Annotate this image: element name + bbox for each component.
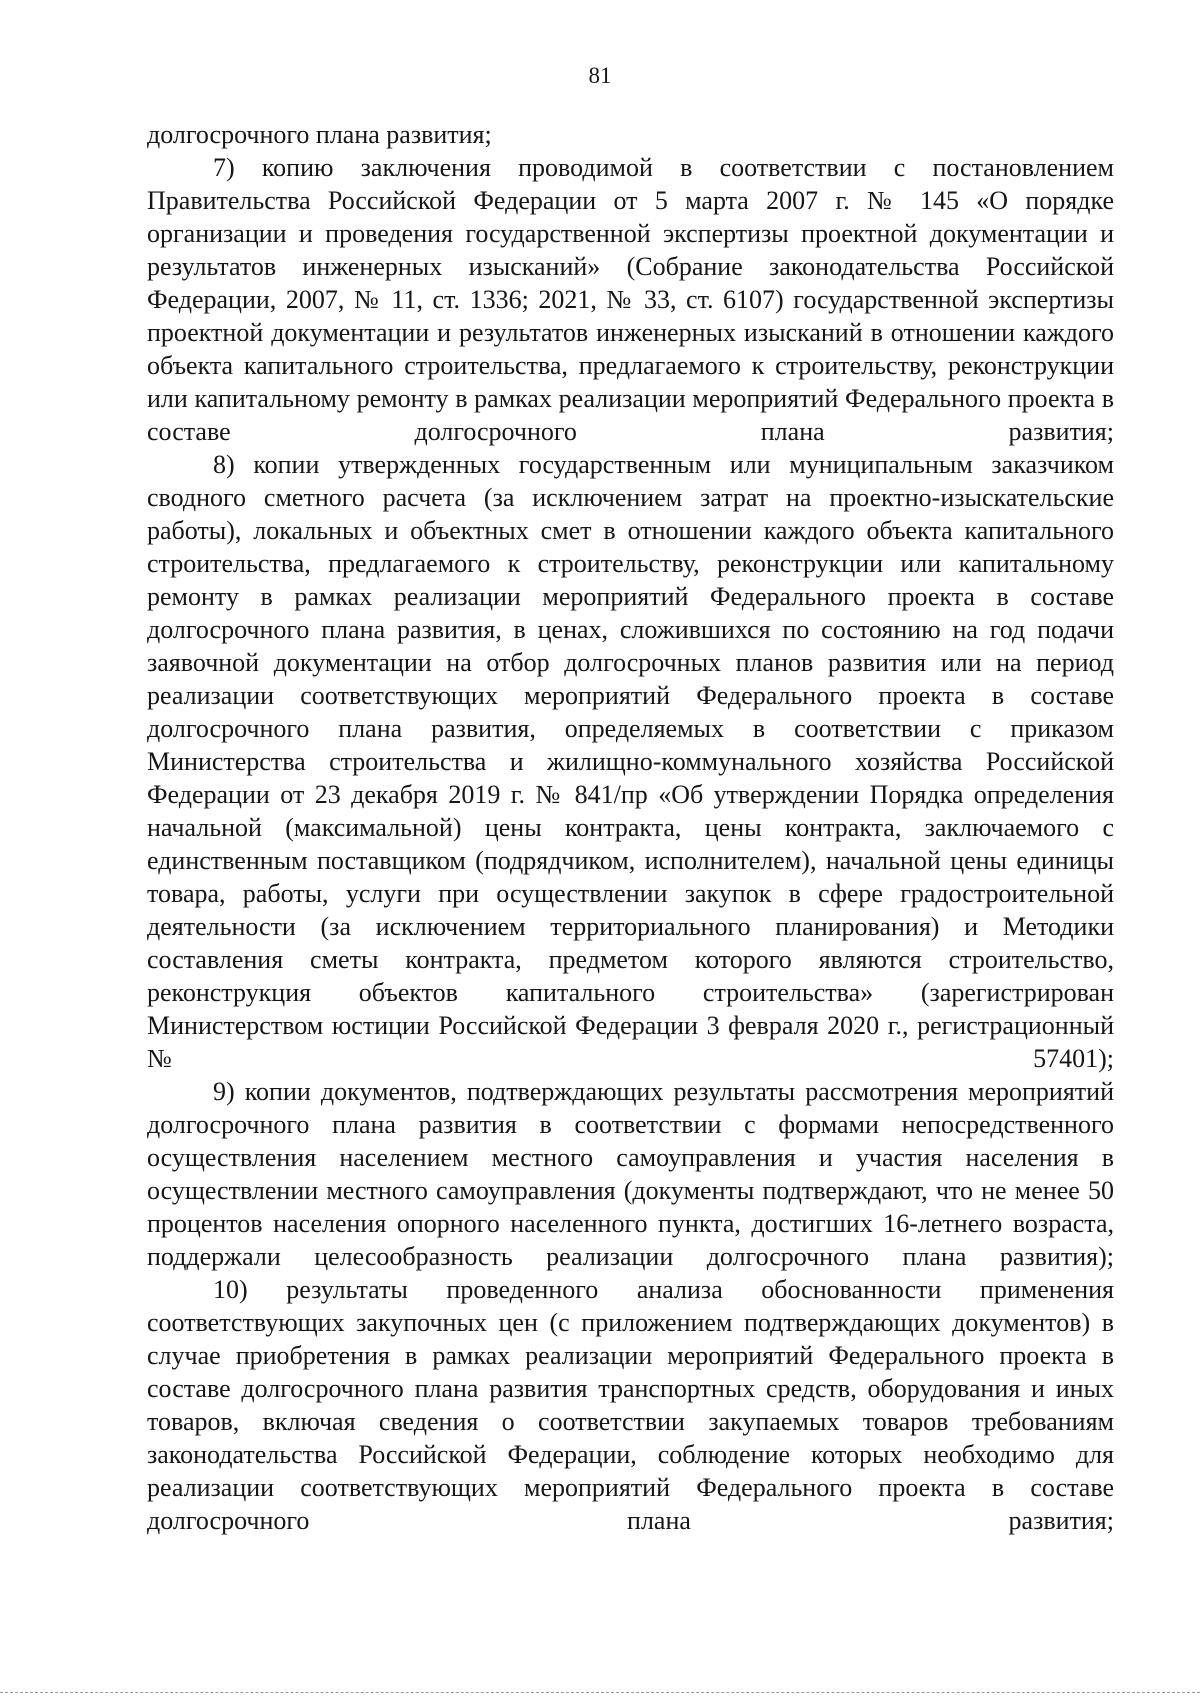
- document-body: [147, 118, 1114, 1537]
- page-number: 81: [588, 63, 612, 88]
- paragraph-item-10: 10) результаты проведенного анализа обоснованности применения соответствующих закупочных цен (с приложением подтверждающих документов) в случае приобретения в рамках реализации мероприятий Федерального проекта в составе долгосрочного плана развития транспортных средств, оборудования и иных товаров, включая сведения о соответствии закупаемых товаров требованиям законодательства Российской Федерации, соблюдение которых необходимо для реализации соответствующих мероприятий Федерального проекта в составе долгосрочного плана развития;: [147, 1275, 1114, 1535]
- paragraph-item-9: 9) копии документов, подтверждающих результаты рассмотрения мероприятий долгосрочного плана развития в соответствии с формами непосредственного осуществления населением местного самоуправления и участия населения в осуществлении местного самоуправления (документы подтверждают, что не менее 50 процентов населения опорного населенного пункта, достигших 16-летнего возраста, поддержали целесообразность реализации долгосрочного плана развития);: [147, 1077, 1114, 1271]
- paragraph-continuation: долгосрочного плана развития;: [147, 120, 492, 149]
- paragraph-item-7: 7) копию заключения проводимой в соответствии с постановлением Правительства Российской Федерации от 5 марта 2007 г. № 145 «О порядке организации и проведения государственной экспертизы проектной документации и результатов инженерных изысканий» (Собрание законодательства Российской Федерации, 2007, № 11, ст. 1336; 2021, № 33, ст. 6107) государственной экспертизы проектной документации и результатов инженерных изысканий в отношении каждого объекта капитального строительства, предлагаемого к строительству, реконструкции или капитальному ремонту в рамках реализации мероприятий Федерального проекта в составе долгосрочного плана развития;: [147, 153, 1114, 446]
- paragraph-item-8: 8) копии утвержденных государственным или муниципальным заказчиком сводного сметного расчета (за исключением затрат на проектно-изыскательские работы), локальных и объектных смет в отношении каждого объекта капитального строительства, предлагаемого к строительству, реконструкции или капитальному ремонту в рамках реализации мероприятий Федерального проекта в составе долгосрочного плана развития, в ценах, сложившихся по состоянию на год подачи заявочной документации на отбор долгосрочных планов развития или на период реализации соответствующих мероприятий Федерального проекта в составе долгосрочного плана развития, определяемых в соответствии с приказом Министерства строительства и жилищно-коммунального хозяйства Российской Федерации от 23 декабря 2019 г. № 841/пр «Об утверждении Порядка определения начальной (максимальной) цены контракта, цены контракта, заключаемого с единственным поставщиком (подрядчиком, исполнителем), начальной цены единицы товара, работы, услуги при осуществлении закупок в сфере градостроительной деятельности (за исключением территориального планирования) и Методики составления сметы контракта, предметом которого являются строительство, реконструкция объектов капитального строительства» (зарегистрирован Министерством юстиции Российской Федерации 3 февраля 2020 г., регистрационный № 57401);: [147, 450, 1114, 1073]
- scan-bottom-edge: [0, 1692, 1200, 1693]
